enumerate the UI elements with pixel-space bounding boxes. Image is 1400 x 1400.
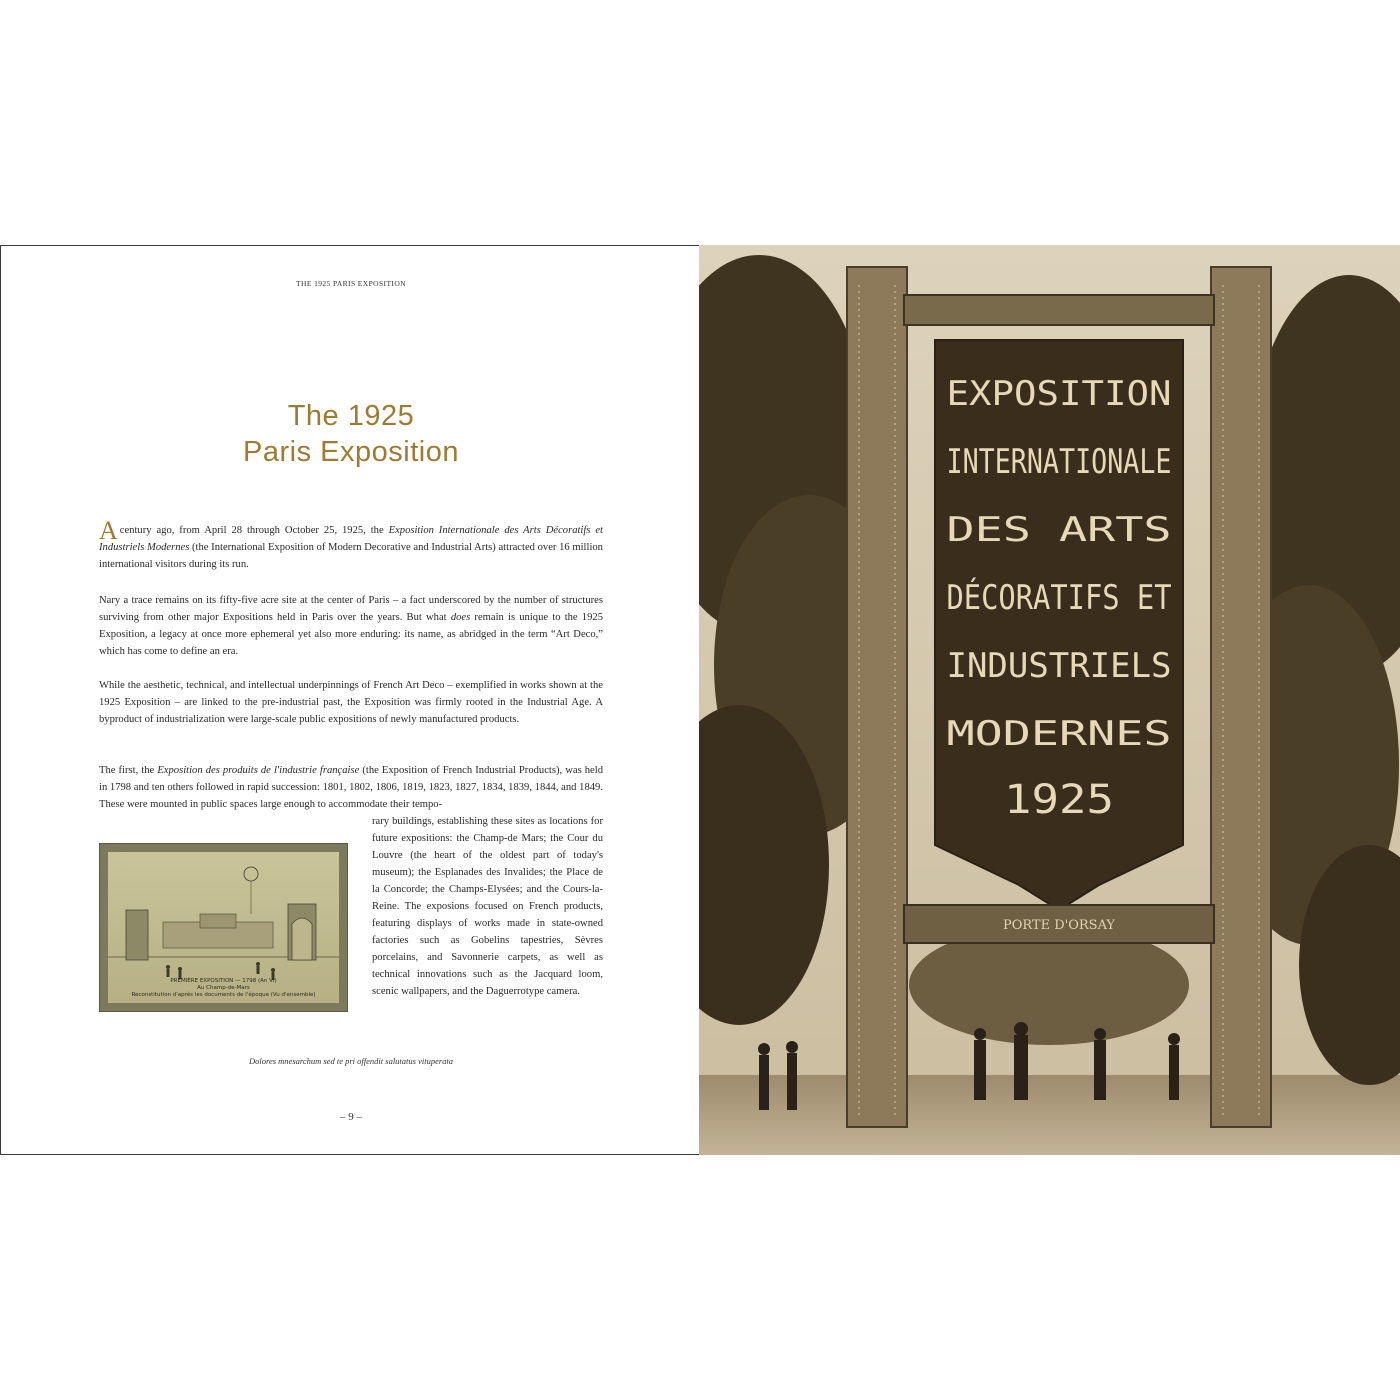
chapter-title-line2: Paris Exposition [243, 436, 459, 468]
p1-text-b: (the International Exposition of Modern Decorative and Industrial Arts) attracted over 16 million international visitors during its run. [99, 542, 603, 570]
banner-line-4: DÉCORATIFS ET [946, 578, 1213, 618]
paragraph-2 [99, 592, 603, 660]
banner-line-6: MODERNES [946, 714, 1172, 754]
p4-italic: Exposition des produits de l'industrie française [157, 765, 360, 776]
porte-dorsay-photograph [699, 245, 1400, 1155]
p1-text-a: century ago, from April 28 through October 25, 1925, the [119, 525, 389, 536]
paragraph-5: rary buildings, establishing these sites as locations for future expositions: the Champ-de Mars; the Cour du Louvre (the heart of the oldest part of today's museum); the Esplanades des Invalides; the Place de la Concorde; the Champs-Elysées; and the Cours-la-Reine. The exposions focused on French products, featuring displays of works made in state-owned factories such as Gobelins tapestries, Sèvres porcelains, and Savonnerie carpets, as well as technical innovations such as the Jacquard loom, scenic wallpapers, and the Daguerrotype camera. [372, 816, 603, 997]
engraving-illustration [99, 843, 348, 1012]
engraving-caption-line1: PREMIÈRE EXPOSITION — 1798 (An VI) [170, 978, 277, 984]
book-spread [0, 245, 1400, 1155]
engraving-caption-line3: Reconstitution d'après les documents de l'époque (Vu d'ensemble) [131, 992, 316, 998]
p4-text-b: (the Exposition of French Industrial Products), was held in 1798 and ten others followed in rapid succession: 1801, 1802, 1806, 1819, 1823, 1827, 1834, 1839, 1844, and 1849. These were mounted in public spaces large enough to accommodate their tempo- [99, 765, 604, 810]
drop-cap: A [99, 516, 118, 545]
banner-line-3: DES ARTS [946, 510, 1172, 550]
paragraph-4 [99, 762, 603, 813]
banner-line-5: INDUSTRIELS [946, 646, 1172, 686]
banner-line-7: 1925 [1004, 777, 1114, 823]
p2-text-b: remain is unique to the 1925 Exposition, a legacy at once more ephemeral yet also more enduring: its name, as abridged in the term “Art Deco,” which has come to define an era. [99, 612, 603, 657]
chapter-title [1, 398, 701, 470]
figure-caption: Dolores mnesarchum sed te pri offendit salutatus vituperata [248, 1056, 454, 1066]
banner-line-2: INTERNATIONALE [946, 442, 1172, 482]
paragraph-1 [99, 516, 603, 573]
chapter-title-line1: The 1925 [287, 400, 415, 432]
engraving-caption [100, 978, 347, 999]
p1-italic: Exposition Internationale des Arts Décoratifs et Industriels Modernes [99, 525, 603, 553]
running-head: THE 1925 PARIS EXPOSITION [296, 279, 406, 288]
page-number: – 9 – [340, 1111, 362, 1123]
gate-sign: PORTE D'ORSAY [1002, 918, 1116, 933]
paragraph-3: While the aesthetic, technical, and intellectual underpinnings of French Art Deco – exemplified in works shown at the 1925 Exposition – are linked to the pre-industrial past, the Exposition was firmly rooted in the Industrial Age. A byproduct of industrialization were large-scale public expositions of newly manufactured products. [99, 680, 603, 725]
engraving-caption-line2: Au Champ-de-Mars [197, 985, 250, 991]
p2-text-a: Nary a trace remains on its fifty-five acre site at the center of Paris – a fact underscored by the number of structures surviving from other major Expositions held in Paris over the years. But what [99, 595, 603, 623]
photo-drawing [699, 245, 1400, 1155]
banner-line-1: EXPOSITION [946, 374, 1172, 414]
p2-italic: does [450, 612, 471, 623]
p4-text-a: The first, the [99, 765, 158, 776]
left-page [0, 245, 699, 1155]
